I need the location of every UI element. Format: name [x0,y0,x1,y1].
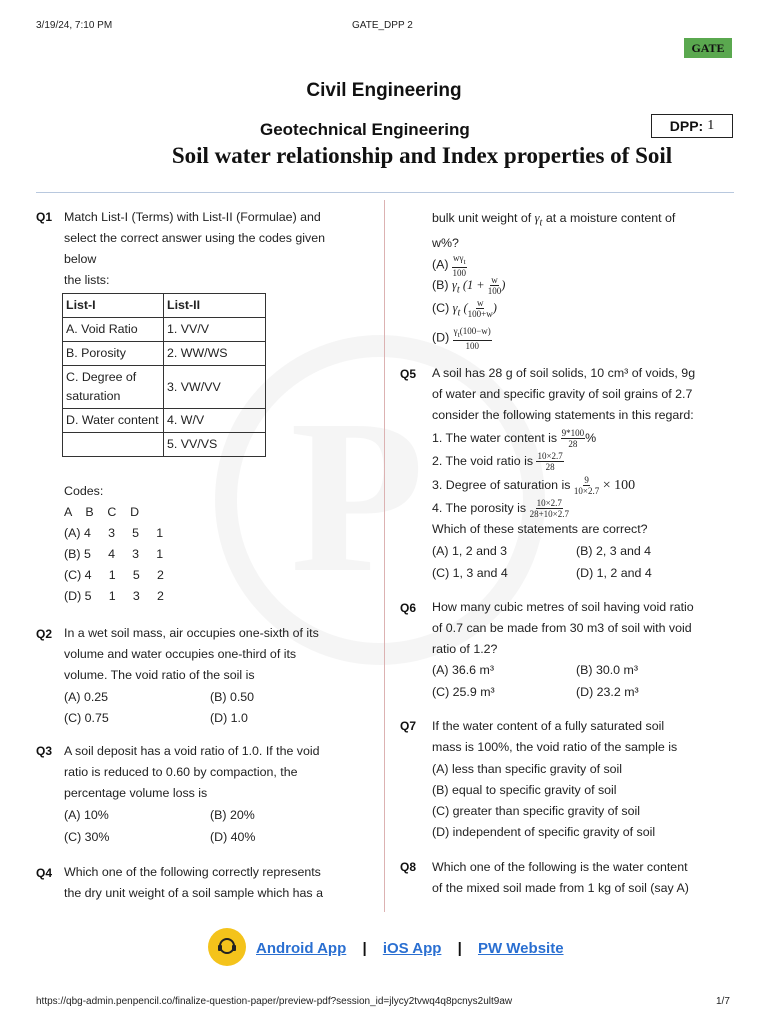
subject-title: Civil Engineering [306,80,462,101]
q4-line: at a moisture content of [545,211,676,225]
dpp-value: 1 [707,118,715,133]
q3-number: Q3 [36,744,53,758]
formula: $\gamma_t$ ( [452,300,468,319]
table-row [63,318,266,342]
q5-line: of water and specific gravity of soil grains of 2.7 [432,387,693,401]
list-2-cell: 1. VV/V [164,318,266,342]
q5-line: consider the following statements in this regard: [432,408,694,422]
q3-option-c: (C) 30% [64,830,110,844]
q4-option-b [432,275,505,296]
q2-line: volume and water occupies one-third of its [64,647,297,661]
q6-option-b: (B) 30.0 m³ [576,663,638,677]
list-2-cell: 3. VW/VV [164,366,266,409]
q8-number: Q8 [400,860,417,874]
q8-line: of the mixed soil made from 1 kg of soil (say A) [432,881,689,895]
table-row [63,342,266,366]
q6-option-c: (C) 25.9 m³ [432,685,495,699]
q1-line: select the correct answer using the codes given [64,231,326,245]
q4-option-b-label: (B) [432,277,449,292]
q5-option-b: (B) 2, 3 and 4 [576,544,652,558]
q8-text [432,857,732,899]
q4-text [64,862,358,904]
list-2-cell: 4. W/V [164,409,266,433]
q7-number: Q7 [400,719,417,733]
q4-option-d-label: (D) [432,330,450,345]
q5-statement-3-label: 3. Degree of saturation is [432,477,571,492]
formula: $\frac{10\times 2.7}{28}$ [537,451,563,472]
table-row [63,366,266,409]
list-1-cell: D. Water content [63,409,164,433]
q6-line: ratio of 1.2? [432,642,498,656]
q8-line: Which one of the following is the water content [432,860,688,874]
q2-line: In a wet soil mass, air occupies one-sixth of its [64,626,319,640]
ios-app-link[interactable]: iOS App [382,940,442,957]
q1-codes-head: A B C D [64,505,140,519]
q4-option-d [432,326,492,351]
q4-option-c-label: (C) [432,300,450,315]
q1-line: below [64,252,97,266]
q3-text [64,741,356,804]
q1-codes-label: Codes: [64,484,104,498]
footer-links [256,940,564,957]
topic-title: Geotechnical Engineering [260,120,470,139]
q5-statement-2-label: 2. The void ratio is [432,453,534,468]
q4-number: Q4 [36,866,53,880]
q7-option-b: (B) equal to specific gravity of soil [432,783,617,797]
table-row [63,433,266,457]
q4-option-a-label: (A) [432,257,449,272]
q3-option-a: (A) 10% [64,808,109,822]
q4-option-c [432,298,497,319]
print-page-number: 1/7 [716,996,730,1007]
list-2-header: List-II [164,294,266,318]
footer-separator: | [362,940,367,957]
q5-statement-1: 1. The water content is $\frac{9*100}{28}$ % [432,428,597,449]
q7-line: mass is 100%, the void ratio of the sample is [432,740,678,754]
list-2-cell: 2. WW/WS [164,342,266,366]
q4-line: bulk unit weight of [432,211,532,225]
formula: $\frac{\gamma_t(100-w)}{100}$ [453,326,491,351]
q5-statement-4-label: 4. The porosity is [432,500,527,515]
q4-line: w%? [432,236,459,251]
formula: × 100 [602,477,636,493]
q6-text [432,597,732,660]
q3-line: ratio is reduced to 0.60 by compaction, the [64,765,298,779]
list-1-cell: C. Degree of saturation [63,366,164,409]
q1-option: (D) 5 1 3 2 [64,589,164,603]
q1-match-table [62,293,266,457]
q5-option-a: (A) 1, 2 and 3 [432,544,508,558]
q6-option-d: (D) 23.2 m³ [576,685,639,699]
list-1-cell: B. Porosity [63,342,164,366]
pw-website-link[interactable]: PW Website [477,940,564,957]
q7-option-c: (C) greater than specific gravity of soil [432,804,640,818]
q2-text [64,623,356,686]
formula: ) [501,277,506,292]
q1-option: (A) 4 3 5 1 [64,526,164,540]
formula: $\frac{w\gamma_t}{100}$ [452,253,467,278]
q3-line: percentage volume loss is [64,786,208,800]
q1-line: Match List-I (Terms) with List-II (Formulae) and [64,210,321,224]
q2-line: volume. The void ratio of the soil is [64,668,255,682]
print-datetime: 3/19/24, 7:10 PM [36,20,113,31]
gate-badge: GATE [684,38,732,58]
q5-statement-4 [432,498,569,519]
q1-text [64,207,356,291]
sheet-title: Soil water relationship and Index properties of Soil [171,143,673,168]
q6-line: How many cubic metres of soil having void ratio [432,600,694,614]
q2-option-d: (D) 1.0 [210,711,248,725]
list-1-cell [63,433,164,457]
q7-option-d: (D) independent of specific gravity of soil [432,825,656,839]
q7-line: If the water content of a fully saturated soil [432,719,665,733]
customer-service-icon[interactable] [208,928,246,966]
q4-line: Which one of the following correctly represents [64,865,321,879]
q5-option-d: (D) 1, 2 and 4 [576,566,652,580]
android-app-link[interactable]: Android App [256,940,347,957]
list-1-header: List-I [63,294,164,318]
q5-statement-3 [432,475,635,496]
footer-separator: | [457,940,462,957]
q4-line: the dry unit weight of a soil sample which has a [64,886,323,900]
q5-text [432,363,732,426]
pw-watermark-logo [290,370,424,623]
q5-line: A soil has 28 g of soil solids, 10 cm³ of voids, 9g [432,366,696,380]
q6-line: of 0.7 can be made from 30 m3 of soil with void [432,621,692,635]
q5-option-c: (C) 1, 3 and 4 [432,566,508,580]
q5-statement-1-label: 1. The water content is [432,430,558,445]
q1-option: (C) 4 1 5 2 [64,568,164,582]
q7-text [432,716,732,758]
q3-option-d: (D) 40% [210,830,256,844]
formula: $\frac{w}{100}$ [487,275,502,296]
q5-number: Q5 [400,367,417,381]
q3-line: A soil deposit has a void ratio of 1.0. If the void [64,744,320,758]
dpp-label: DPP: [669,118,704,134]
formula: ) [492,300,497,315]
header-divider [36,192,734,193]
q1-codes [64,481,164,607]
q5-question: Which of these statements are correct? [432,522,648,536]
column-divider [384,200,385,912]
q1-option: (B) 5 4 3 1 [64,547,164,561]
q6-number: Q6 [400,601,417,615]
print-doc-title: GATE_DPP 2 [352,20,413,31]
list-1-cell: A. Void Ratio [63,318,164,342]
print-url: https://qbg-admin.penpencil.co/finalize-question-paper/preview-pdf?session_id=jlycy2tvwq4q8pcnys2ult9aw [36,996,513,1007]
q2-option-b: (B) 0.50 [210,690,255,704]
formula: $\frac{w}{100+w}$ [467,298,493,319]
formula: $\gamma_t$ (1 + [451,277,488,296]
list-2-cell: 5. VV/VS [164,433,266,457]
q7-option-a: (A) less than specific gravity of soil [432,762,623,776]
q2-number: Q2 [36,627,53,641]
formula: $\frac{9}{10\times 2.7}$ [573,475,600,496]
q6-option-a: (A) 36.6 m³ [432,663,494,677]
formula: $\frac{10\times 2.7}{28+10\times 2.7}$ [529,498,569,519]
gamma-t-symbol: $\gamma_t$ [534,211,543,229]
formula: $\frac{9*100}{28}$ [561,428,585,449]
q2-option-a: (A) 0.25 [64,690,109,704]
q3-option-b: (B) 20% [210,808,255,822]
q4-text-cont [432,208,675,254]
q2-option-c: (C) 0.75 [64,711,109,725]
q5-statement-2 [432,451,564,472]
q1-number: Q1 [36,210,53,224]
table-row [63,409,266,433]
dpp-box [651,114,733,138]
q1-line: the lists: [64,273,110,287]
